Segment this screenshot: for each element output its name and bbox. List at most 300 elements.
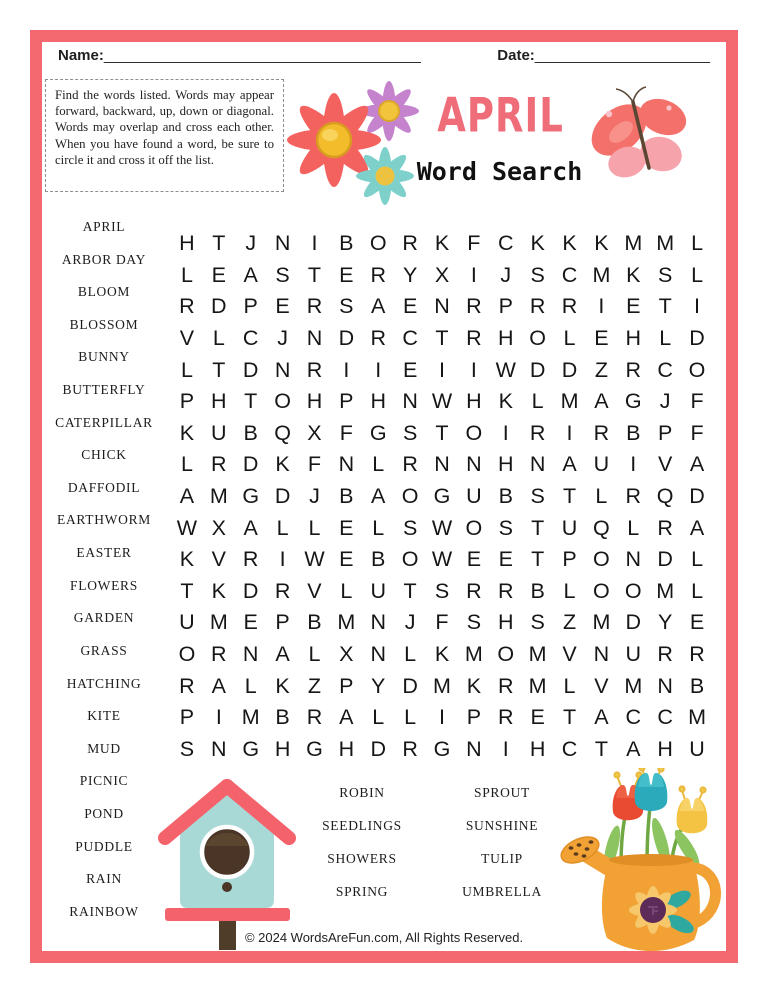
word-list-item: SPROUT [474,785,530,800]
grid-cell: S [530,610,545,635]
grid-cell: D [402,673,418,698]
word-list-item: BLOSSOM [69,316,139,332]
grid-cell: A [594,389,609,414]
grid-cell: Y [658,610,673,635]
grid-cell: L [404,641,417,666]
grid-cell: Z [307,673,322,698]
grid-cell: P [339,673,354,698]
grid-cell: D [689,326,705,351]
grid-cell: E [339,547,354,572]
grid-cell: L [404,705,417,730]
grid-cell: R [561,294,578,319]
grid-cell: L [276,515,289,540]
grid-cell: R [625,483,642,508]
grid-cell: G [306,736,323,761]
grid-cell: L [308,641,321,666]
grid-cell: H [338,736,355,761]
grid-cell: U [211,420,227,445]
grid-cell: M [624,673,643,698]
grid-cell: K [626,262,641,287]
page-title-subtitle: Word Search [416,157,583,186]
grid-cell: I [279,547,286,572]
grid-cell: R [179,294,195,319]
grid-cell: R [211,641,227,666]
grid-cell: U [593,452,610,477]
grid-cell: D [657,547,673,572]
grid-cell: M [209,610,228,635]
grid-cell: H [306,389,323,414]
grid-cell: U [466,483,482,508]
word-list-item: ARBOR DAY [61,251,147,267]
grid-cell: S [498,515,513,540]
name-date-row [58,47,710,64]
grid-cell: O [401,483,419,508]
grid-cell: O [497,641,515,666]
grid-cell: A [243,515,258,540]
birdhouse-icon [155,772,300,950]
grid-cell: U [625,641,642,666]
grid-cell: G [624,389,642,414]
grid-cell: T [403,578,417,603]
grid-cell: E [466,547,482,572]
grid-cell: D [529,357,546,382]
grid-cell: B [243,420,258,445]
grid-cell: L [691,578,704,603]
grid-cell: I [694,294,701,319]
grid-cell: E [689,610,705,635]
grid-cell: K [275,452,290,477]
instructions-box: Find the words listed. Words may appear forward, backward, up, down or diagonal. Words may overlap and cross each other. When you have found a word, be sure to circle it and cross it off the list. [45,79,284,192]
grid-cell: R [370,262,386,287]
grid-cell: V [594,673,609,698]
grid-cell: V [562,641,577,666]
grid-cell: R [689,641,705,666]
grid-cell: K [179,547,195,572]
grid-cell: M [624,231,643,256]
grid-cell: O [274,389,291,414]
grid-cell: P [466,705,482,730]
grid-cell: K [498,389,513,414]
grid-cell: B [339,483,354,508]
grid-cell: T [658,294,672,319]
grid-cell: T [212,231,226,256]
word-list-item: PICNIC [79,773,129,789]
grid-cell: H [211,389,227,414]
word-list-left [38,219,170,920]
grid-cell: M [592,610,611,635]
grid-cell: A [689,515,705,540]
grid-cell: T [562,705,577,730]
grid-cell: N [657,673,673,698]
grid-cell: S [434,578,450,603]
grid-cell: A [371,294,386,319]
word-list-item: EASTER [76,545,132,561]
word-list-item: SHOWERS [327,851,397,866]
grid-cell: S [179,736,195,761]
grid-cell: W [431,515,453,540]
word-list-item: BUNNY [78,349,130,365]
grid-cell: R [466,578,482,603]
grid-cell: R [402,231,418,256]
grid-cell: L [180,452,193,477]
grid-cell: W [304,547,325,572]
grid-cell: I [215,705,222,730]
grid-cell: J [277,326,288,351]
grid-cell: R [242,547,259,572]
grid-cell: N [338,452,355,477]
grid-cell: C [402,326,418,351]
grid-cell: X [211,515,226,540]
grid-cell: N [434,452,450,477]
grid-cell: F [467,231,481,256]
grid-cell: J [245,231,257,256]
grid-cell: A [562,452,577,477]
word-list-item: UMBRELLA [462,884,542,899]
word-list-item: SPRING [335,884,389,899]
grid-cell: A [275,641,290,666]
grid-cell: Y [371,673,386,698]
grid-cell: M [433,673,451,698]
grid-cell: R [466,326,482,351]
grid-cell: F [690,420,704,445]
grid-cell: P [179,705,195,730]
grid-cell: I [470,357,477,382]
grid-cell: R [466,294,482,319]
grid-cell: G [242,483,260,508]
grid-cell: O [593,578,610,603]
grid-cell: N [625,547,642,572]
grid-cell: X [339,641,354,666]
word-list-item: GRASS [80,642,128,658]
grid-cell: B [626,420,641,445]
copyright-text: © 2024 WordsAreFun.com, All Rights Reserved. [244,930,524,945]
grid-cell: A [339,705,354,730]
grid-cell: W [431,389,453,414]
grid-cell: E [498,547,513,572]
grid-cell: E [339,515,354,540]
grid-cell: N [370,610,386,635]
word-list-item: HATCHING [66,675,142,691]
grid-cell: J [309,483,320,508]
word-list-item: KITE [87,708,121,724]
grid-cell: J [404,610,416,635]
grid-cell: N [370,641,386,666]
grid-cell: L [244,673,257,698]
grid-cell: F [307,452,322,477]
grid-cell: V [211,547,226,572]
grid-cell: S [275,262,290,287]
grid-cell: G [433,736,451,761]
grid-cell: N [434,294,450,319]
grid-cell: R [657,641,673,666]
name-field [58,47,421,64]
grid-cell: I [630,452,637,477]
grid-cell: L [308,515,321,540]
grid-cell: N [593,641,610,666]
grid-cell: P [275,610,290,635]
grid-cell: L [659,326,672,351]
grid-cell: Z [562,610,577,635]
grid-cell: L [531,389,544,414]
grid-cell: A [594,705,609,730]
grid-cell: P [179,389,195,414]
grid-cell: A [211,673,226,698]
grid-cell: N [466,452,482,477]
grid-cell: R [211,452,227,477]
grid-cell: M [528,673,547,698]
grid-cell: T [435,420,449,445]
grid-cell: B [371,547,386,572]
word-list-item: PUDDLE [75,838,133,854]
grid-cell: T [307,262,322,287]
date-field [497,47,710,64]
grid-cell: T [562,483,577,508]
grid-cell: R [497,578,514,603]
grid-cell: R [306,357,323,382]
grid-cell: R [306,705,323,730]
daisy-flowers-icon [286,76,428,208]
grid-cell: O [465,515,483,540]
grid-cell: O [624,578,642,603]
grid-cell: L [691,231,704,256]
grid-cell: B [689,673,705,698]
grid-cell: N [274,231,291,256]
grid-cell: R [529,420,546,445]
grid-cell: E [243,610,258,635]
grid-cell: V [658,452,673,477]
grid-cell: T [435,326,449,351]
grid-cell: E [211,262,226,287]
grid-cell: H [466,389,482,414]
word-list-item: MUD [87,740,121,756]
grid-cell: U [370,578,386,603]
grid-cell: P [498,294,513,319]
grid-cell: M [464,641,483,666]
grid-cell: R [593,420,610,445]
grid-cell: M [209,483,228,508]
grid-cell: R [657,515,673,540]
grid-cell: N [402,389,418,414]
page-title-month: APRIL [437,88,564,144]
word-list-item: GARDEN [73,610,135,626]
grid-cell: O [178,641,196,666]
grid-cell: E [275,294,290,319]
grid-cell: R [402,736,418,761]
grid-cell: J [659,389,671,414]
grid-cell: L [691,262,704,287]
grid-cell: K [466,673,482,698]
grid-cell: D [689,483,705,508]
grid-cell: R [370,326,386,351]
grid-cell: D [242,357,259,382]
grid-cell: T [244,389,258,414]
grid-cell: H [529,736,546,761]
grid-cell: T [180,578,194,603]
grid-cell: D [625,610,642,635]
grid-cell: C [625,705,642,730]
butterfly-icon [583,84,701,196]
grid-cell: H [625,326,642,351]
word-list-item: APRIL [82,219,126,234]
grid-cell: O [688,357,706,382]
grid-cell: T [531,515,545,540]
grid-cell: V [179,326,195,351]
grid-cell: I [343,357,350,382]
grid-cell: Q [274,420,291,445]
grid-cell: B [498,483,513,508]
grid-cell: K [434,641,450,666]
grid-cell: M [337,610,356,635]
grid-cell: E [594,326,609,351]
grid-cell: R [497,705,514,730]
grid-cell: L [563,326,576,351]
grid-cell: L [212,326,225,351]
grid-cell: R [274,578,291,603]
grid-cell: K [211,578,226,603]
grid-cell: L [340,578,353,603]
word-list-item: RAINBOW [69,903,139,919]
grid-cell: L [595,483,608,508]
grid-cell: X [434,262,450,287]
grid-cell: N [306,326,323,351]
word-list-item: SEEDLINGS [322,818,402,833]
grid-cell: R [402,452,418,477]
grid-cell: S [466,610,482,635]
word-list-bottom-col2 [432,776,572,908]
grid-cell: H [497,452,514,477]
grid-cell: P [562,547,577,572]
grid-cell: K [530,231,545,256]
grid-cell: N [274,357,291,382]
grid-cell: W [495,357,516,382]
grid-cell: C [497,231,514,256]
grid-cell: H [370,389,386,414]
grid-cell: O [401,547,419,572]
grid-cell: R [529,294,546,319]
grid-cell: P [339,389,354,414]
word-list-item: TULIP [481,851,523,866]
word-list-item: BLOOM [77,284,131,300]
grid-cell: S [530,483,545,508]
grid-cell: L [372,515,385,540]
grid-cell: K [434,231,450,256]
name-label: Name: [58,47,104,64]
grid-cell: K [179,420,195,445]
grid-cell: C [657,357,673,382]
grid-cell: D [370,736,386,761]
grid-cell: I [439,357,445,382]
grid-cell: S [402,420,418,445]
grid-cell: W [176,515,198,540]
grid-cell: Y [402,262,418,287]
grid-cell: I [598,294,605,319]
grid-cell: I [566,420,573,445]
grid-cell: H [274,736,291,761]
grid-cell: C [657,705,673,730]
grid-cell: L [372,452,385,477]
grid-cell: A [626,736,641,761]
grid-cell: F [690,389,704,414]
grid-cell: C [561,736,578,761]
grid-cell: M [241,705,260,730]
grid-cell: L [180,262,193,287]
grid-cell: U [561,515,578,540]
grid-cell: M [656,231,675,256]
grid-cell: H [657,736,673,761]
grid-cell: F [339,420,353,445]
grid-cell: E [530,705,545,730]
grid-cell: S [530,262,545,287]
grid-cell: G [242,736,260,761]
grid-cell: O [529,326,546,351]
grid-cell: U [179,610,195,635]
grid-cell: H [497,610,514,635]
grid-cell: V [307,578,322,603]
grid-cell: A [689,452,705,477]
grid-cell: P [658,420,673,445]
grid-cell: M [528,641,547,666]
grid-cell: T [594,736,608,761]
grid-cell: D [274,483,291,508]
grid-cell: B [530,578,545,603]
grid-cell: H [497,326,514,351]
grid-cell: H [179,231,195,256]
grid-cell: A [243,262,258,287]
grid-cell: E [402,357,418,382]
grid-cell: N [242,641,259,666]
word-list-item: BUTTERFLY [62,382,146,398]
grid-cell: G [369,420,387,445]
date-label: Date: [497,47,535,64]
word-list-item: ROBIN [339,785,385,800]
grid-cell: I [502,736,509,761]
grid-cell: R [179,673,195,698]
grid-cell: I [470,262,477,287]
grid-cell: A [179,483,195,508]
grid-cell: N [211,736,227,761]
grid-cell: P [243,294,258,319]
grid-cell: D [242,578,259,603]
grid-cell: M [688,705,706,730]
grid-cell: O [593,547,610,572]
grid-cell: E [626,294,641,319]
grid-cell: F [435,610,449,635]
grid-cell: L [372,705,385,730]
grid-cell: S [402,515,418,540]
grid-cell: R [625,357,642,382]
grid-cell: K [594,231,609,256]
word-list-item: DAFFODIL [67,479,141,495]
grid-cell: N [466,736,482,761]
grid-cell: D [338,326,355,351]
grid-cell: L [691,547,704,572]
grid-cell: Q [656,483,674,508]
grid-cell: R [306,294,323,319]
word-list-item: EARTHWORM [57,512,151,528]
grid-cell: U [689,736,705,761]
grid-cell: L [563,673,576,698]
grid-cell: S [658,262,673,287]
grid-cell: E [402,294,418,319]
word-list-bottom-col1 [292,776,432,908]
grid-cell: C [561,262,578,287]
word-list-item: SUNSHINE [465,818,539,833]
word-list-item: CATERPILLAR [55,414,153,430]
grid-cell: I [502,420,509,445]
name-blank-line: ______________________________________ [103,47,421,64]
grid-cell: A [371,483,386,508]
grid-cell: I [311,231,318,256]
